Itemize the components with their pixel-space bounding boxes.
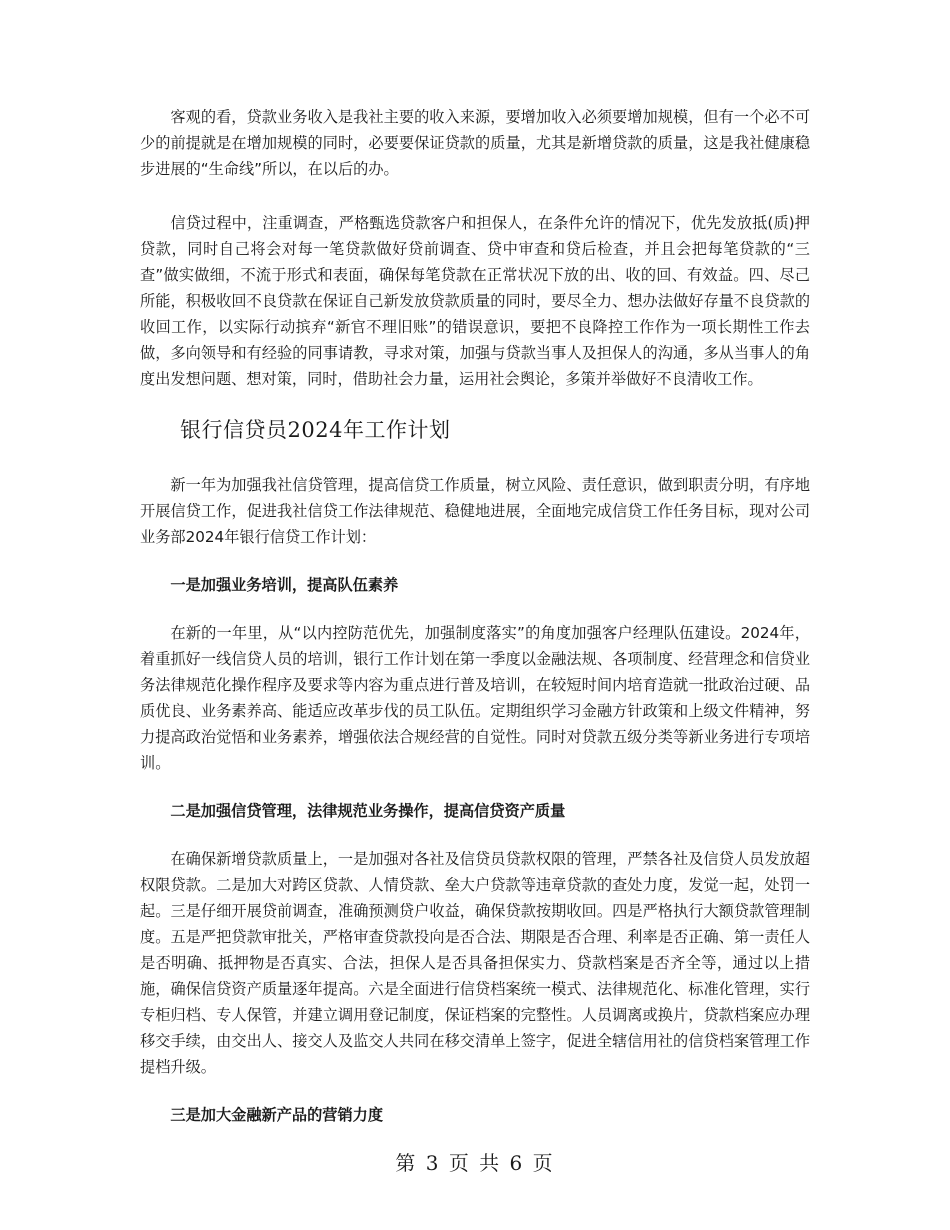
item-2-heading: 二是加强信贷管理，法律规范业务操作，提高信贷资产质量 xyxy=(170,802,566,820)
section-title: 银行信贷员2024年工作计划 xyxy=(180,418,451,442)
item-1-heading: 一是加强业务培训，提高队伍素养 xyxy=(170,576,399,594)
item-2-body: 在确保新增贷款质量上，一是加强对各社及信贷员贷款权限的管理，严禁各社及信贷人员发放超权限贷款。二是加大对跨区贷款、人情贷款、垒大户贷款等违章贷款的查处力度，发觉一起，处罚一起。三是仔细开展贷前调查，准确预测贷户收益，确保贷款按期收回。四是严格执行大额贷款管理制度。五是严把贷款审批关，严格审查贷款投向是否合法、期限是否合理、利率是否正确、第一责任人是否明确、抵押物是否真实、合法，担保人是否具备担保实力、贷款档案是否齐全等，通过以上措施，确保信贷资产质量逐年提高。六是全面进行信贷档案统一模式、法律规范化、标准化管理，实行专柜归档、专人保管，并建立调用登记制度，保证档案的完整性。人员调离或换片，贷款档案应办理移交手续，由交出人、接交人及监交人共同在移交清单上签字，促进全辖信用社的信贷档案管理工作提档升级。 xyxy=(140,850,810,1076)
opening-paragraph: 新一年为加强我社信贷管理，提高信贷工作质量，树立风险、责任意识，做到职责分明，有序地开展信贷工作，促进我社信贷工作法律规范、稳健地进展，全面地完成信贷工作任务目标，现对公司业务部2024年银行信贷工作计划： xyxy=(140,476,810,546)
intro-paragraph-2: 信贷过程中，注重调查，严格甄选贷款客户和担保人，在条件允许的情况下，优先发放抵(质)押贷款，同时自己将会对每一笔贷款做好贷前调查、贷中审查和贷后检查，并且会把每笔贷款的“三查”做实做细，不流于形式和表面，确保每笔贷款在正常状况下放的出、收的回、有效益。四、尽己所能，积极收回不良贷款在保证自己新发放贷款质量的同时，要尽全力、想办法做好存量不良贷款的收回工作，以实际行动摈弃“新官不理旧账”的错误意识，要把不良降控工作作为一项长期性工作去做，多向领导和有经验的同事请教，寻求对策，加强与贷款当事人及担保人的沟通，多从当事人的角度出发想问题、想对策，同时，借助社会力量，运用社会舆论，多策并举做好不良清收工作。 xyxy=(140,214,810,388)
page-number-footer: 第 3 页 共 6 页 xyxy=(395,1151,555,1175)
intro-paragraph-1: 客观的看，贷款业务收入是我社主要的收入来源，要增加收入必须要增加规模，但有一个必不可少的前提就是在增加规模的同时，必要要保证贷款的质量，尤其是新增贷款的质量，这是我社健康稳步进展的“生命线”所以，在以后的办。 xyxy=(140,108,810,178)
item-3-heading: 三是加大金融新产品的营销力度 xyxy=(170,1106,384,1124)
document-page xyxy=(140,104,810,1150)
item-1-body: 在新的一年里，从“以内控防范优先，加强制度落实”的角度加强客户经理队伍建设。2024年，着重抓好一线信贷人员的培训，银行工作计划在第一季度以金融法规、各项制度、经营理念和信贷业务法律规范化操作程序及要求等内容为重点进行普及培训，在较短时间内培育造就一批政治过硬、品质优良、业务素养高、能适应改革步伐的员工队伍。定期组织学习金融方针政策和上级文件精神，努力提高政治觉悟和业务素养，增强依法合规经营的自觉性。同时对贷款五级分类等新业务进行专项培训。 xyxy=(140,624,810,772)
